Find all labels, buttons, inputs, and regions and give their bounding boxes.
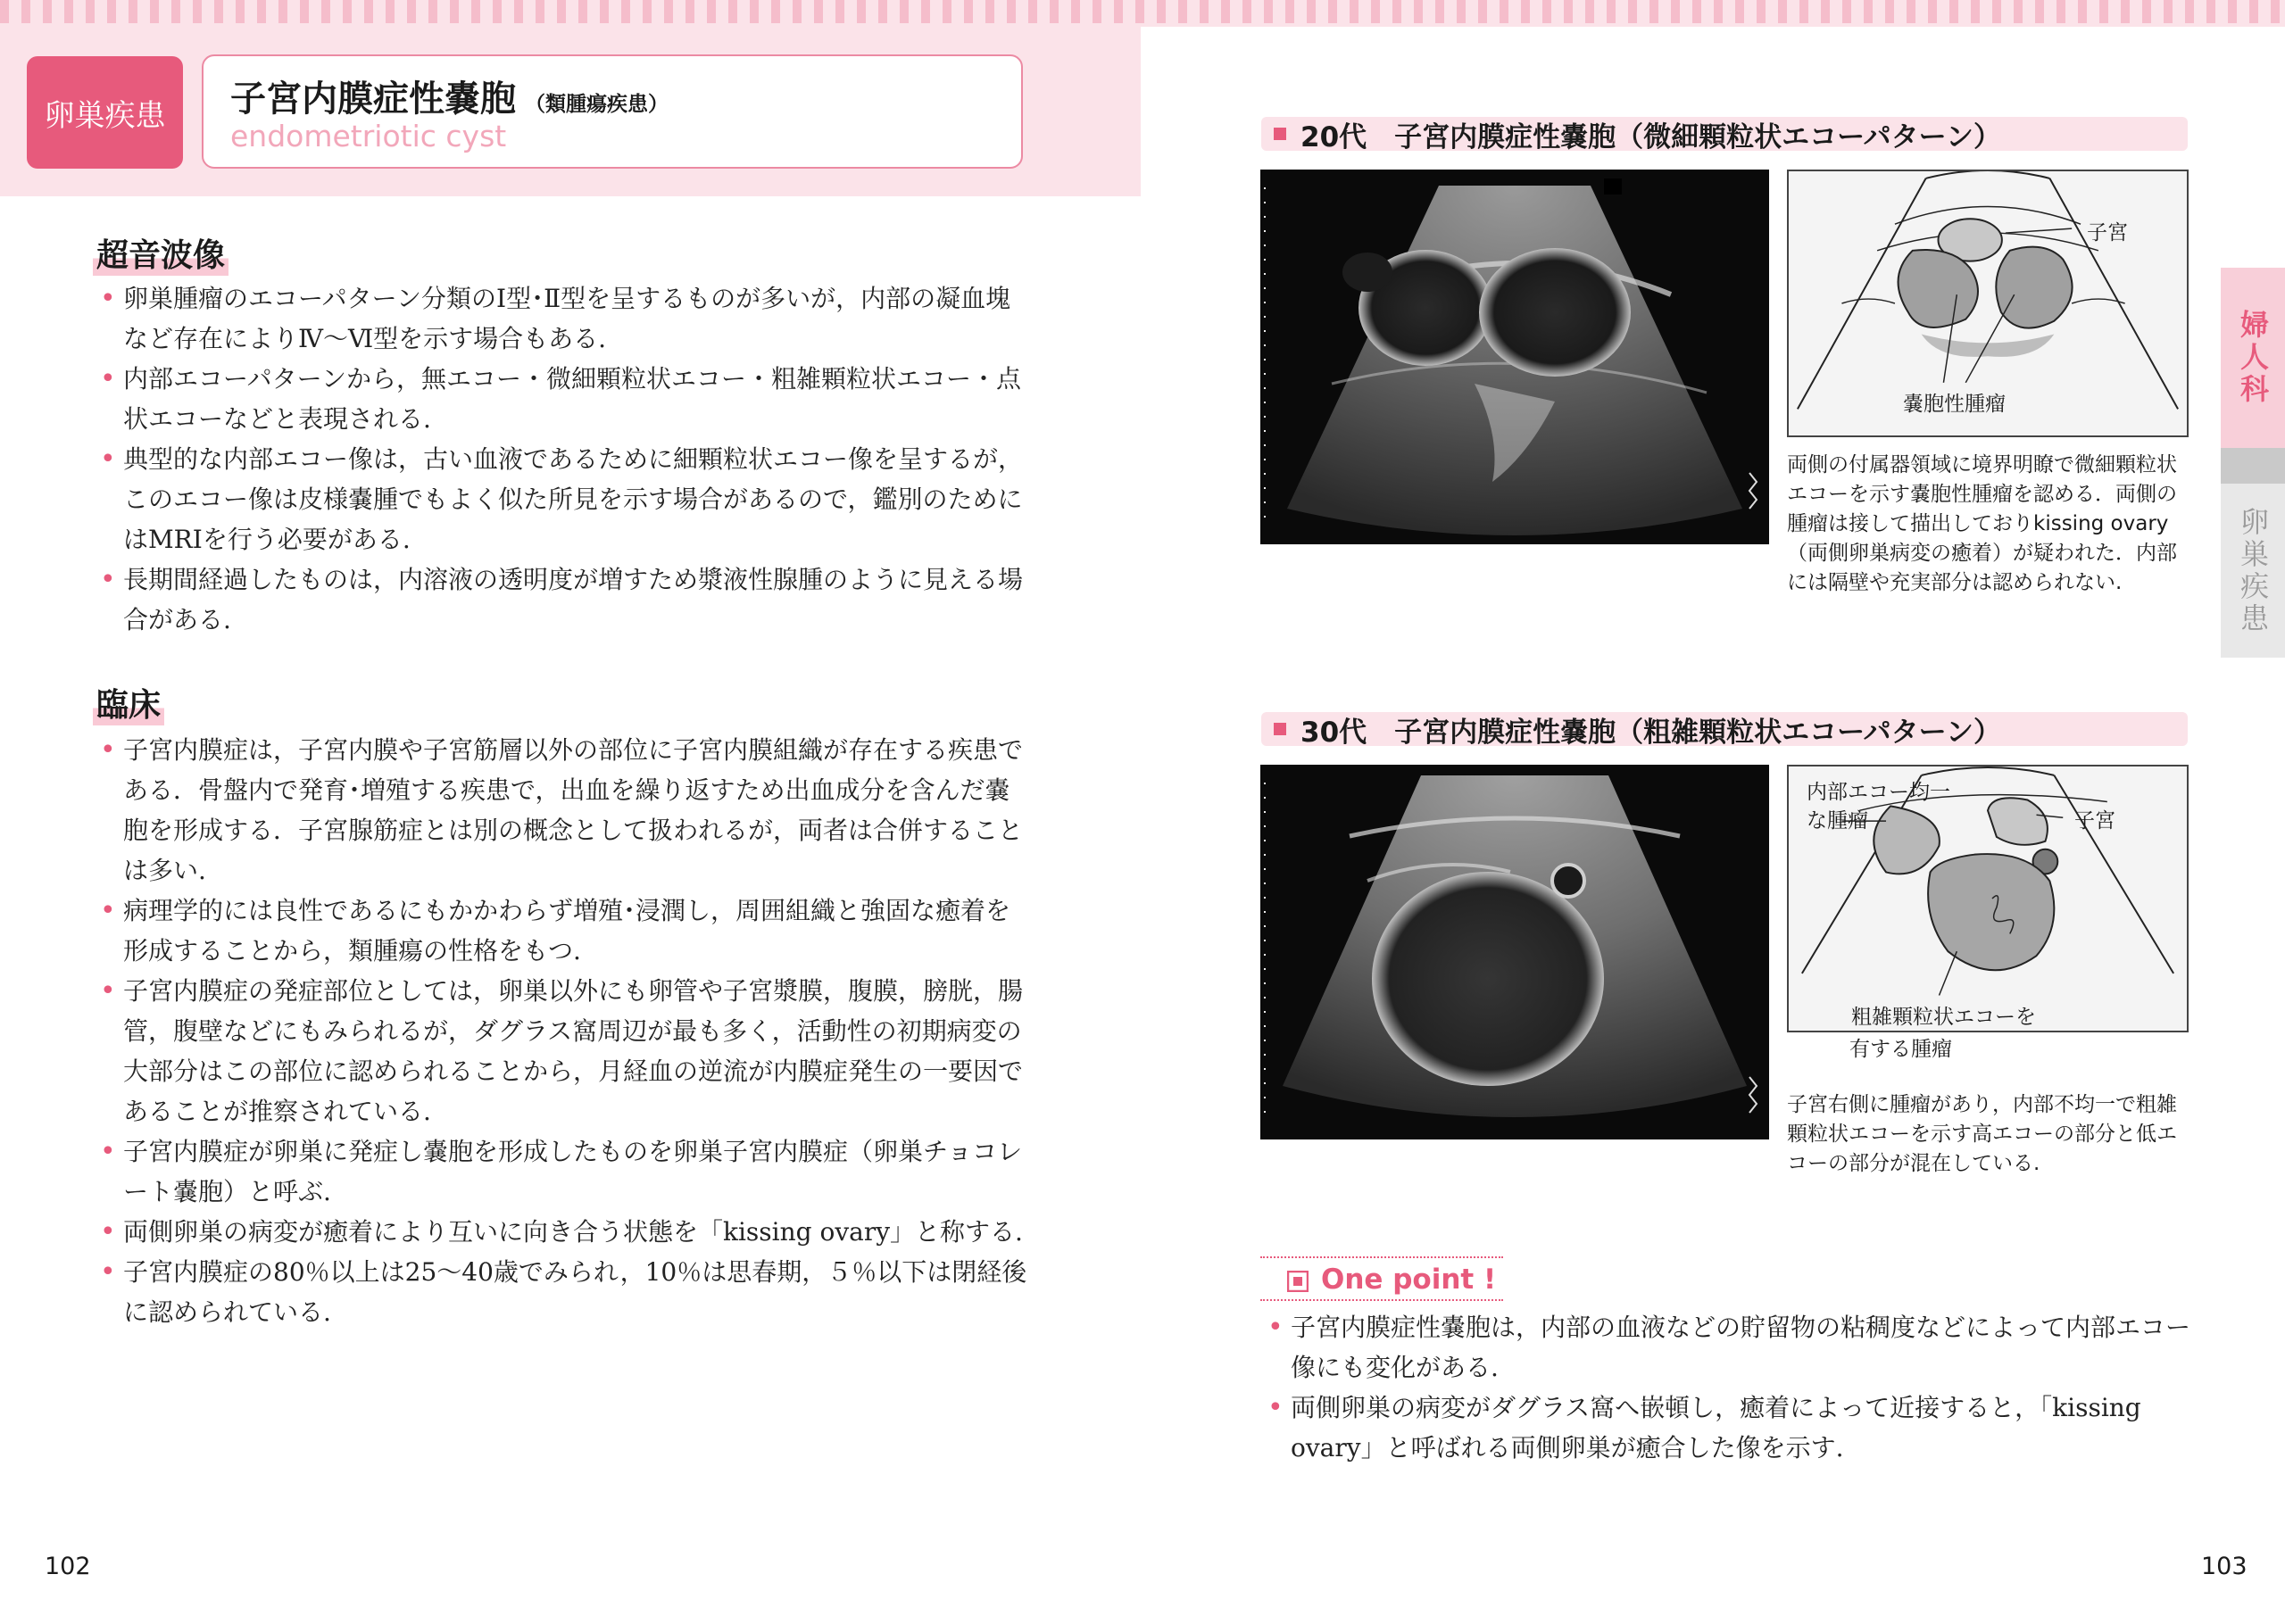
caption-2: 子宮右側に腫瘤があり，内部不均一で粗雑顆粒状エコーを示す高エコーの部分と低エコーの部分が混在している. [1787, 1093, 2177, 1175]
list-item: • 長期間経過したものは，内溶液の透明度が増すため漿液性腺腫のように見える場合がある. [100, 559, 1028, 640]
clinical-bullet-list [100, 730, 1028, 1332]
schema-diagram-1 [1787, 170, 2189, 437]
label-coarse-2: 有する腫瘤 [1849, 1038, 1952, 1061]
label-cystic-tumor: 嚢胞性腫瘤 [1903, 393, 2006, 416]
category-badge: 卵巣疾患 [27, 56, 183, 169]
list-item: • 子宮内膜症は，子宮内膜や子宮筋層以外の部位に子宮内膜組織が存在する疾患である．骨盤内で発育･増殖する疾患で，出血を繰り返すため出血成分を含んだ嚢胞を形成する．子宮腺筋症とは別の概念として扱われるが，両者は合併することは多い. [100, 730, 1028, 891]
list-item: • 子宮内膜症の発症部位としては，卵巣以外にも卵管や子宮漿膜，腹膜，膀胱，腸管，腹壁などにもみられるが，ダグラス窩周辺が最も多く，活動性の初期病変の大部分はこの部位に認められることから，月経血の逆流が内膜症発生の一要因であることが推察されている. [100, 971, 1028, 1131]
ultrasound-image-1 [1260, 170, 1769, 544]
tab-ovarian-disease[interactable]: 卵巣疾患 [2221, 484, 2285, 658]
case-heading-text: 30代 子宮内膜症性嚢胞（粗雑顆粒状エコーパターン） [1300, 716, 2001, 749]
one-point-list [1267, 1307, 2196, 1468]
title-text: 子宮内膜症性嚢胞 [230, 79, 516, 120]
list-item: • 病理学的には良性であるにもかかわらず増殖･浸潤し，周囲組織と強固な癒着を形成することから，類腫瘍の性格をもつ. [100, 891, 1028, 971]
list-item: • 両側卵巣の病変が癒着により互いに向き合う状態を「kissing ovary」と称する. [100, 1212, 1028, 1252]
square-marker-icon [1274, 723, 1286, 735]
tab-divider [2221, 448, 2285, 484]
case-heading-1 [1261, 117, 2188, 151]
top-decorative-strip [0, 0, 2285, 27]
list-item: • 子宮内膜症性嚢胞は，内部の血液などの貯留物の粘稠度などによって内部エコー像にも変化がある. [1267, 1307, 2196, 1388]
tab-gynecology[interactable]: 婦人科 [2221, 268, 2285, 448]
title-english: endometriotic cyst [230, 119, 507, 153]
ultrasound-bullet-list [100, 278, 1028, 640]
label-homogeneous-2: な腫瘤 [1807, 809, 1868, 833]
page-number-right: 103 [2201, 1553, 2248, 1580]
list-item: • 子宮内膜症が卵巣に発症し嚢胞を形成したものを卵巣子宮内膜症（卵巣チョコレート嚢胞）と呼ぶ. [100, 1131, 1028, 1212]
label-uterus: 子宮 [2087, 221, 2128, 244]
one-point-box [1260, 1256, 1503, 1301]
list-item: • 両側卵巣の病変がダグラス窩へ嵌頓し，癒着によって近接すると，「kissing ovary」と呼ばれる両側卵巣が癒合した像を示す. [1267, 1388, 2196, 1468]
caption-1: 両側の付属器領域に境界明瞭で微細顆粒状エコーを示す嚢胞性腫瘤を認める．両側の腫瘤は接して描出しておりkissing ovary（両側卵巣病変の癒着）が疑われた．内部には隔壁や充実部分は認められない. [1787, 453, 2177, 594]
square-marker-icon [1274, 128, 1286, 140]
page-number-left: 102 [45, 1553, 91, 1580]
case-heading-text: 20代 子宮内膜症性嚢胞（微細顆粒状エコーパターン） [1300, 120, 2001, 153]
label-homogeneous-1: 内部エコー均一 [1807, 781, 1950, 804]
schema-diagram-2 [1787, 765, 2189, 1032]
section-heading-ultrasound: 超音波像 [93, 230, 228, 276]
list-item: • 典型的な内部エコー像は，古い血液であるために細顆粒状エコー像を呈するが，このエコー像は皮様嚢腫でもよく似た所見を示す場合があるので，鑑別のためにはMRIを行う必要がある. [100, 439, 1028, 559]
case-heading-2 [1261, 712, 2188, 749]
ultrasound-image-2 [1260, 765, 1769, 1139]
dashed-pattern [0, 0, 2285, 23]
list-item: • 卵巣腫瘤のエコーパターン分類のⅠ型･Ⅱ型を呈するものが多いが，内部の凝血塊など存在によりⅣ～Ⅵ型を示す場合もある. [100, 278, 1028, 359]
title-box [202, 54, 1023, 169]
label-uterus: 子宮 [2074, 809, 2115, 833]
one-point-title: One point ! [1321, 1264, 1497, 1296]
list-item: • 子宮内膜症の80％以上は25～40歳でみられ，10％は思春期，５％以下は閉経後に認められている. [100, 1252, 1028, 1332]
checkbox-icon [1287, 1271, 1309, 1292]
title-note: （類腫瘍疾患） [525, 93, 669, 116]
page-title [230, 70, 669, 121]
list-item: • 内部エコーパターンから，無エコー・微細顆粒状エコー・粗雑顆粒状エコー・点状エコーなどと表現される. [100, 359, 1028, 439]
label-coarse-1: 粗雑顆粒状エコーを [1851, 1006, 2036, 1029]
section-heading-clinical: 臨床 [93, 680, 164, 725]
